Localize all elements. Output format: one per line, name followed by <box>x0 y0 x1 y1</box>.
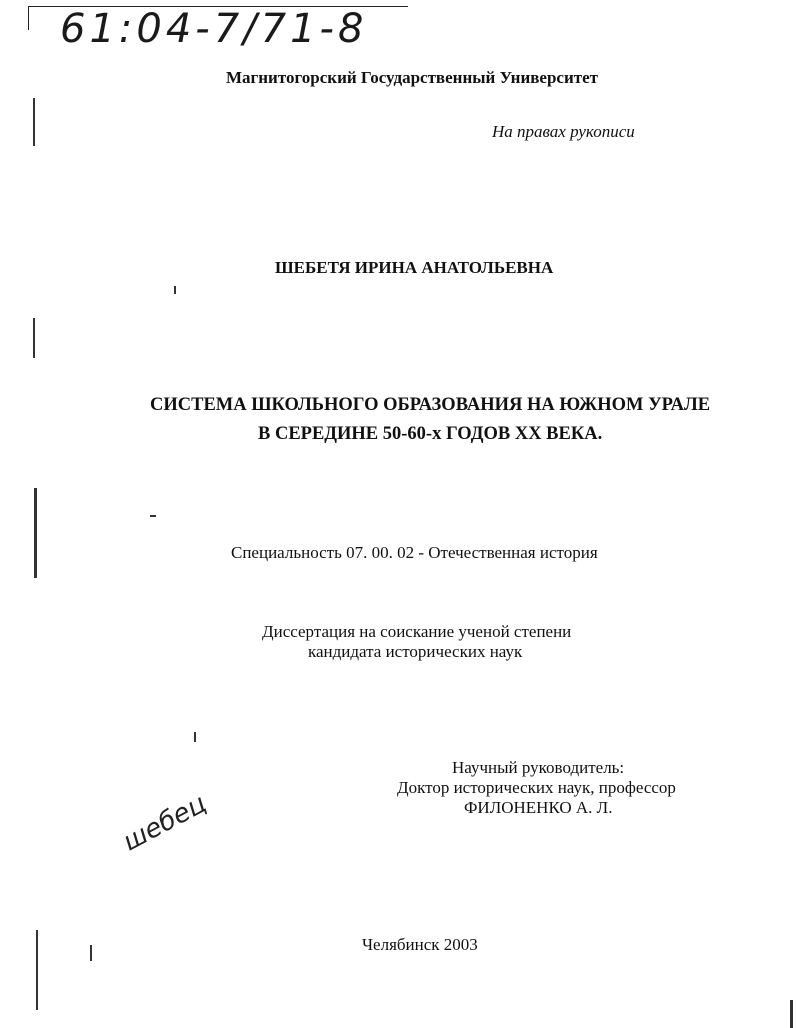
dissertation-line-1: Диссертация на соискание ученой степени <box>262 622 572 641</box>
dissertation-line-2: кандидата исторических наук <box>308 642 523 661</box>
stamp-frame-left <box>28 6 29 30</box>
scan-mark <box>790 1000 793 1028</box>
scan-mark <box>150 515 156 517</box>
scan-mark <box>33 98 35 146</box>
scan-mark <box>33 318 35 358</box>
specialty: Специальность 07. 00. 02 - Отечественная история <box>231 543 598 562</box>
supervisor-degree: Доктор исторических наук, профессор <box>397 778 676 797</box>
scan-mark <box>36 930 38 1010</box>
supervisor-name: ФИЛОНЕНКО А. Л. <box>464 798 613 817</box>
handwritten-signature: шебец <box>118 788 212 858</box>
scan-mark <box>90 945 92 961</box>
title-line-2: В СЕРЕДИНЕ 50-60-х ГОДОВ XX ВЕКА. <box>258 424 603 444</box>
author-name: ШЕБЕТЯ ИРИНА АНАТОЛЬЕВНА <box>275 258 554 277</box>
city-year: Челябинск 2003 <box>362 935 478 954</box>
manuscript-rights: На правах рукописи <box>492 122 635 141</box>
supervisor-label: Научный руководитель: <box>452 758 625 777</box>
scan-mark <box>194 732 196 742</box>
university-name: Магнитогорский Государственный Университет <box>226 68 599 87</box>
scan-mark <box>174 286 176 294</box>
scan-mark <box>34 488 37 578</box>
archive-number: 61:04-7/71-8 <box>60 6 368 52</box>
title-line-1: СИСТЕМА ШКОЛЬНОГО ОБРАЗОВАНИЯ НА ЮЖНОМ УРАЛЕ <box>150 395 711 415</box>
